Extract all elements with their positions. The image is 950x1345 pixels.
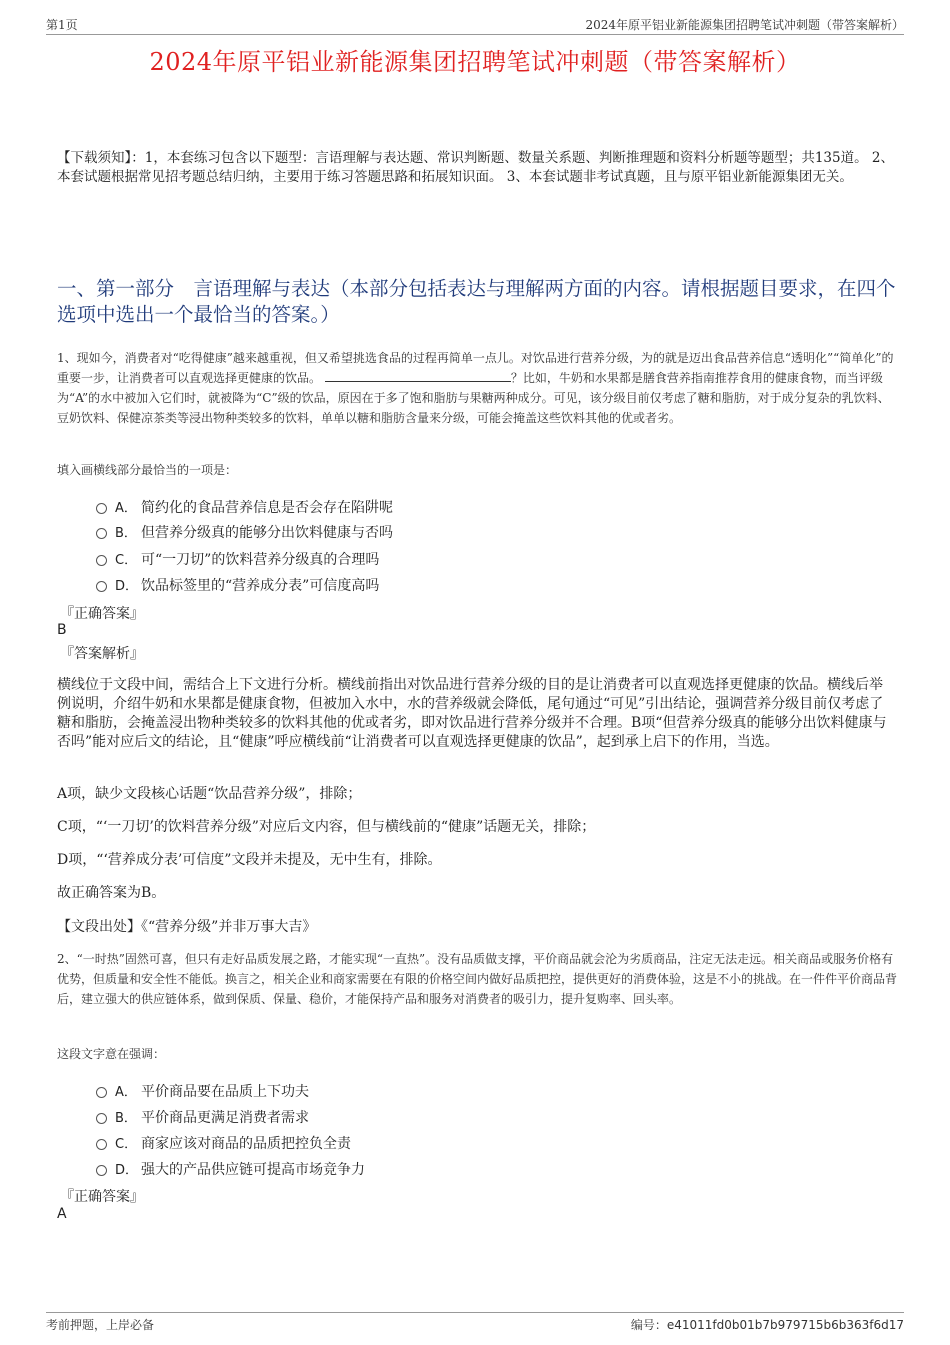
question-2-answer: A: [57, 1206, 67, 1222]
radio-icon[interactable]: [96, 1139, 107, 1150]
radio-icon[interactable]: [96, 581, 107, 592]
question-1-analysis: 横线位于文段中间，需结合上下文进行分析。横线前指出对饮品进行营养分级的目的是让消费者可以直观选择更健康的饮品。横线后举例说明，介绍牛奶和水果都是健康食物，但被加入水中，水的营养级就会降低，尾句通过“可见”引出结论，强调营养分级目前仅考虑了糖和脂肪，会掩盖浸出物种类较多的饮料其他的优或者劣，即对饮品进行营养分级并不合理。B项“但营养分级真的能够分出饮料健康与否吗”能对应后文的结论，且“健康”呼应横线前“让消费者可以直观选择更健康的饮品”，起到承上启下的作用，当选。: [57, 677, 887, 750]
question-2-option-a[interactable]: [96, 1081, 309, 1101]
answer-blank: [325, 369, 511, 382]
radio-icon[interactable]: [96, 528, 107, 539]
radio-icon[interactable]: [96, 1087, 107, 1098]
option-text: 但营养分级真的能够分出饮料健康与否吗: [141, 525, 393, 541]
question-1-answer-label: 『正确答案』: [60, 606, 144, 622]
question-1-text-before: 1、现如今，消费者对“吃得健康”越来越重视，但又希望挑选食品的过程再简单一点儿。对饮品进行营养分级，为的就是迈出食品营养信息“透明化”“简单化”的重要一步，让消费者可以直观选择更健康的饮品。: [57, 351, 894, 385]
analysis-option-a: A项，缺少文段核心话题“饮品营养分级”，排除；: [57, 786, 362, 802]
page-number: 第1页: [46, 18, 78, 32]
analysis-option-d: D项，“‘营养成分表’可信度”文段并未提及，无中生有，排除。: [57, 852, 442, 868]
option-text: 平价商品更满足消费者需求: [141, 1110, 309, 1126]
option-letter: D．: [115, 579, 139, 594]
document-title: 2024年原平铝业新能源集团招聘笔试冲刺题（带答案解析）: [149, 48, 801, 76]
option-letter: C．: [115, 1137, 138, 1152]
section-heading: 一、第一部分 言语理解与表达（本部分包括表达与理解两方面的内容。请根据题目要求，在四个选项中选出一个最恰当的答案。）: [57, 277, 896, 326]
question-2-option-b[interactable]: [96, 1107, 309, 1127]
page-footer: [46, 1312, 904, 1333]
header-doc-title: 2024年原平铝业新能源集团招聘笔试冲刺题（带答案解析）: [585, 18, 904, 32]
passage-source: 【文段出处】《“营养分级”并非万事大吉》: [57, 919, 317, 935]
analysis-option-c: C项，“‘一刀切’的饮料营养分级”对应后文内容，但与横线前的“健康”话题无关，排除；: [57, 819, 596, 835]
question-1-option-a[interactable]: [96, 497, 393, 517]
option-text: 强大的产品供应链可提高市场竞争力: [141, 1162, 365, 1178]
question-1-text: [57, 348, 899, 428]
question-2-option-d[interactable]: [96, 1159, 365, 1179]
option-letter: A．: [115, 1085, 137, 1100]
download-notice: 【下载须知】：1，本套练习包含以下题型：言语理解与表达题、常识判断题、数量关系题、判断推理题和资料分析题等题型；共135道。 2、本套试题根据常见招考题总结归纳，主要用于练习答题思路和拓展知识面。 3、本套试题非考试真题，且与原平铝业新能源集团无关。: [57, 150, 894, 185]
radio-icon[interactable]: [96, 555, 107, 566]
question-1-answer: B: [57, 622, 67, 638]
question-2-answer-label: 『正确答案』: [60, 1189, 144, 1205]
radio-icon[interactable]: [96, 1165, 107, 1176]
question-1-stem: 填入画横线部分最恰当的一项是：: [57, 463, 238, 477]
option-text: 饮品标签里的“营养成分表”可信度高吗: [141, 578, 380, 594]
option-letter: C．: [115, 553, 138, 568]
footer-slogan: 考前押题，上岸必备: [46, 1318, 155, 1332]
option-text: 商家应该对商品的品质把控负全责: [141, 1136, 351, 1152]
question-2-option-c[interactable]: [96, 1133, 351, 1153]
question-2-stem: 这段文字意在强调：: [57, 1047, 166, 1061]
option-letter: A．: [115, 501, 137, 516]
question-1-option-c[interactable]: [96, 549, 379, 569]
question-2-text: 2、“一时热”固然可喜，但只有走好品质发展之路，才能实现“一直热”。没有品质做支撑，平价商品就会沦为劣质商品，注定无法走远。相关商品或服务价格有优势，但质量和安全性不能低。换言之，相关企业和商家需要在有限的价格空间内做好品质把控，提供更好的消费体验，这是不小的挑战。在一件件平价商品背后，建立强大的供应链体系，做到保质、保量、稳价，才能保持产品和服务对消费者的吸引力，提升复购率、回头率。: [57, 952, 898, 1006]
option-text: 可“一刀切”的饮料营养分级真的合理吗: [141, 552, 380, 568]
footer-code-label: 编号：: [630, 1318, 667, 1332]
question-1-text-after: ？比如，牛奶和水果都是膳食营养指南推荐食用的健康食物，而当评级为“A”的水中被加入它们时，就被降为“C”级的饮品，原因在于多了饱和脂肪与果糖两种成分。可见，该分级目前仅考虑了糖和脂肪，对于成分复杂的乳饮料、豆奶饮料、保健凉茶类等浸出物种类较多的饮料，单单以糖和脂肪含量来分级，可能会掩盖这些饮料其他的优或者劣。: [57, 371, 890, 425]
option-letter: D．: [115, 1163, 139, 1178]
analysis-conclusion: 故正确答案为B。: [57, 885, 166, 901]
footer-code-value: e41011fd0b01b7b979715b6b363f6d17: [666, 1318, 904, 1332]
question-1-option-b[interactable]: [96, 522, 393, 542]
option-letter: B．: [115, 526, 137, 541]
radio-icon[interactable]: [96, 503, 107, 514]
option-letter: B．: [115, 1111, 137, 1126]
question-1-analysis-label: 『答案解析』: [60, 646, 144, 662]
page-header: [46, 14, 904, 35]
question-1-option-d[interactable]: [96, 575, 379, 595]
radio-icon[interactable]: [96, 1113, 107, 1124]
option-text: 平价商品要在品质上下功夫: [141, 1084, 309, 1100]
option-text: 简约化的食品营养信息是否会存在陷阱呢: [141, 500, 393, 516]
footer-code: [631, 1316, 904, 1333]
